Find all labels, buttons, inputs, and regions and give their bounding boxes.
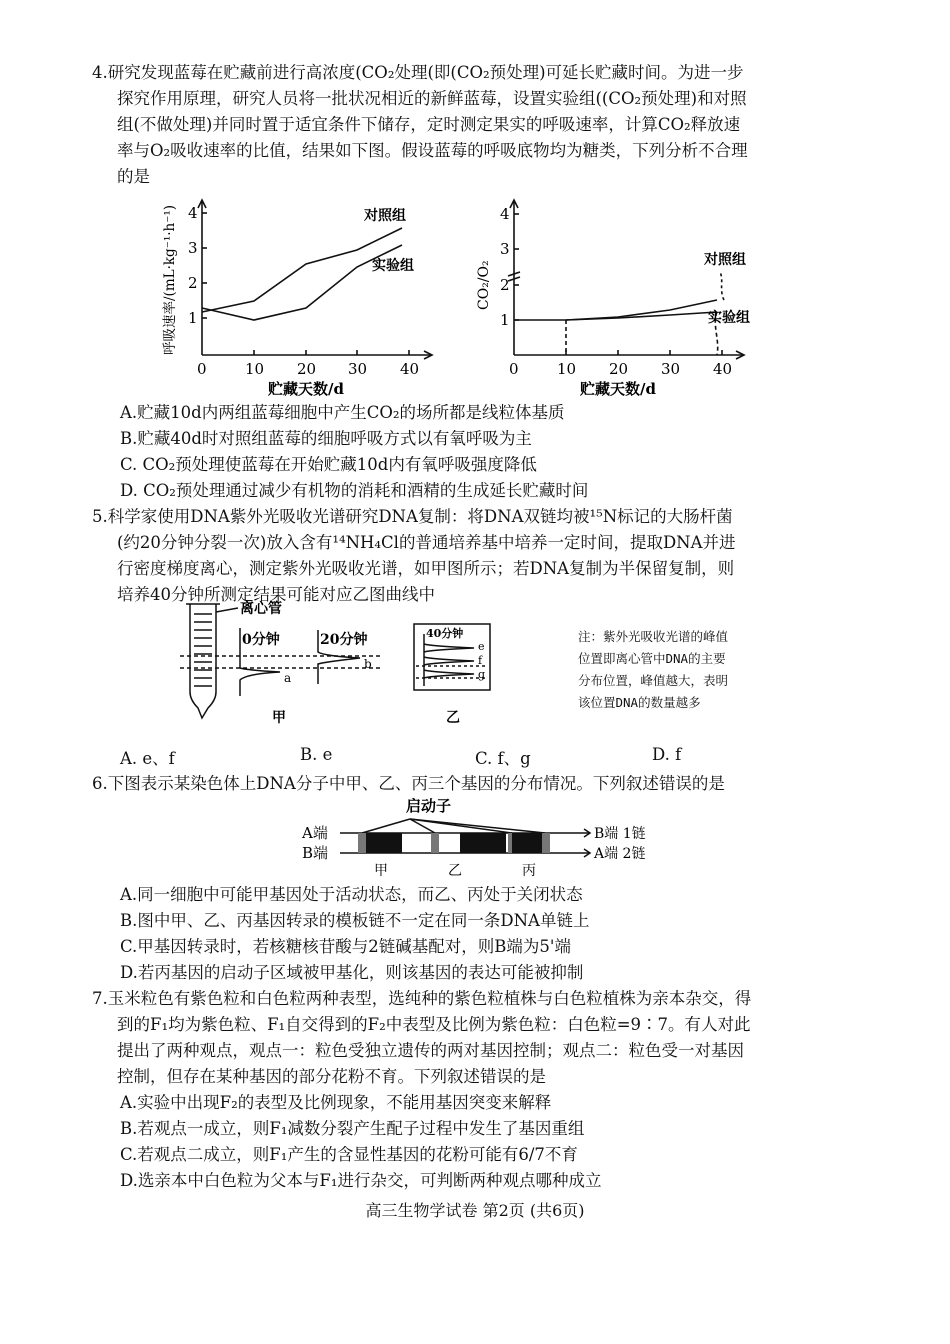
x-tick-40: 40 [713,360,733,378]
label-promoter: 启动子 [406,797,452,815]
legend-experiment: 实验组 [372,258,414,274]
y-tick-2: 2 [500,276,510,294]
gene-bing-block [512,833,542,853]
note-line-1: 注：紫外光吸收光谱的峰值 [578,629,729,644]
y-tick-3: 3 [188,239,198,257]
gene-jia-block [366,833,402,853]
label-yi: 乙 [446,710,460,726]
x-tick-20: 20 [297,360,317,378]
q5-option-b[interactable]: B. e [300,745,333,764]
q7-line-3: 提出了两种观点，观点一：粒色受独立遗传的两对基因控制；观点二：粒色受一对基因 [117,1041,744,1060]
y-axis-label: CO₂/O₂ [476,260,492,310]
label-gene-jia: 甲 [374,863,388,879]
y-tick-1: 1 [500,311,510,329]
q5-option-c[interactable]: C. f、g [475,749,531,768]
q5-note [578,626,728,714]
q4-line-2: 探究作用原理，研究人员将一批状况相近的新鲜蓝莓，设置实验组((CO₂预处理)和对照 [117,89,747,108]
q7-option-a[interactable]: A.实验中出现F₂的表型及比例现象，不能用基因突变来解释 [120,1093,552,1112]
gene-yi-block [460,833,506,853]
q4-figure-respiration-rate [150,190,450,400]
q5-line-3: 行密度梯度离心，测定紫外光吸收光谱，如甲图所示；若DNA复制为半保留复制，则 [117,559,735,578]
q7-option-d[interactable]: D.选亲本中白色粒为父本与F₁进行杂交，可判断两种观点哪种成立 [120,1171,602,1190]
question-5-stem [92,504,862,608]
label-b: b [364,657,372,671]
curve-g [424,670,474,678]
q4-option-d[interactable]: D. CO₂预处理通过减少有机物的消耗和酒精的生成延长贮藏时间 [120,481,589,500]
q4-line-1: 4.研究发现蓝莓在贮藏前进行高浓度(CO₂处理(即(CO₂预处理)可延长贮藏时间。为进一步 [92,63,744,82]
q4-option-a[interactable]: A.贮藏10d内两组蓝莓细胞中产生CO₂的场所都是线粒体基质 [120,403,565,422]
label-40min: 40分钟 [426,627,464,640]
q4-figure-co2-o2-ratio [462,190,762,400]
note-line-4: 该位置DNA的数量越多 [578,695,701,710]
x-tick-10: 10 [557,360,577,378]
page-footer: 高三生物学试卷 第2页 (共6页) [365,1201,585,1220]
q7-option-c[interactable]: C.若观点二成立，则F₁产生的含显性基因的花粉可能有6/7不育 [120,1145,578,1164]
label-gene-bing: 丙 [522,863,536,879]
q5-option-d[interactable]: D. f [652,745,682,764]
legend-control: 对照组 [364,208,406,224]
label-f: f [478,654,483,667]
centrifuge-tube [190,604,216,718]
y-axis-label: 呼吸速率/(mL·kg⁻¹·h⁻¹) [162,204,178,355]
q6-option-a[interactable]: A.同一细胞中可能甲基因处于活动状态，而乙、丙处于关闭状态 [120,885,583,904]
experiment-group-line [514,312,717,320]
x-axis-label: 贮藏天数/d [580,380,656,398]
x-tick-0: 0 [509,360,519,378]
q7-line-1: 7.玉米粒色有紫色粒和白色粒两种表型，选纯种的紫色粒植株与白色粒植株为亲本杂交，得 [92,989,752,1008]
label-centrifuge-tube: 离心管 [240,601,282,617]
q5-option-a[interactable]: A. e、f [120,749,175,768]
x-tick-40: 40 [400,360,420,378]
question-4-stem [92,60,862,190]
q4-option-b[interactable]: B.贮藏40d时对照组蓝莓的细胞呼吸方式以有氧呼吸为主 [120,429,532,448]
label-e: e [478,640,485,653]
q5-line-1: 5.科学家使用DNA紫外光吸收光谱研究DNA复制：将DNA双链均被¹⁵N标记的大肠杆菌 [92,507,733,526]
note-line-3: 分布位置，峰值越大，表明 [578,673,729,688]
q4-option-c[interactable]: C. CO₂预处理使蓝莓在开始贮藏10d内有氧呼吸强度降低 [120,455,537,474]
label-a: a [284,671,292,685]
label-20min: 20分钟 [320,632,368,648]
q6-option-b[interactable]: B.图中甲、乙、丙基因转录的模板链不一定在同一条DNA单链上 [120,911,590,930]
y-tick-1: 1 [188,309,198,327]
note-line-2: 位置即离心管中DNA的主要 [578,651,726,666]
x-axis-label: 贮藏天数/d [268,380,344,398]
curve-e [424,644,474,652]
q5-figure-yi [410,620,510,730]
y-tick-3: 3 [500,240,510,258]
x-tick-0: 0 [197,360,207,378]
q4-line-3: 组(不做处理)并同时置于适宜条件下储存，定时测定果实的呼吸速率，计算CO₂释放速 [117,115,741,134]
x-tick-10: 10 [245,360,265,378]
curve-f [424,657,474,665]
q6-figure-gene-map [300,795,660,883]
q4-line-4: 率与O₂吸收速率的比值，结果如下图。假设蓝莓的呼吸底物均为糖类，下列分析不合理 [117,141,748,160]
label-g: g [478,668,486,681]
label-left-bottom: B端 [302,844,329,862]
label-jia: 甲 [272,710,286,726]
q5-line-2: (约20分钟分裂一次)放入含有¹⁴NH₄Cl的普通培养基中培养一定时间，提取DNA并进 [117,533,736,552]
q7-option-b[interactable]: B.若观点一成立，则F₁减数分裂产生配子过程中发生了基因重组 [120,1119,585,1138]
q4-line-5: 的是 [117,167,150,186]
legend-experiment: 实验组 [708,310,750,326]
q5-line-4: 培养40分钟所测定结果可能对应乙图曲线中 [117,585,435,604]
x-tick-30: 30 [348,360,368,378]
q5-options [120,745,760,771]
y-tick-2: 2 [188,274,198,292]
question-7-stem [92,986,862,1090]
y-tick-4: 4 [188,204,198,222]
label-gene-yi: 乙 [448,863,462,879]
experiment-group-line [202,245,402,320]
y-tick-4: 4 [500,205,510,223]
q5-figure-jia [180,600,380,730]
legend-control: 对照组 [704,252,746,268]
q6-line-1: 6.下图表示某染色体上DNA分子中甲、乙、丙三个基因的分布情况。下列叙述错误的是 [92,774,725,793]
question-6-stem [92,771,862,797]
label-left-top: A端 [302,824,328,842]
q7-line-4: 控制，但存在某种基因的部分花粉不育。下列叙述错误的是 [117,1067,546,1086]
q6-option-d[interactable]: D.若丙基因的启动子区域被甲基化，则该基因的表达可能被抑制 [120,963,584,982]
q6-option-c[interactable]: C.甲基因转录时，若核糖核苷酸与2链碱基配对，则B端为5'端 [120,937,571,956]
label-0min: 0分钟 [242,632,280,648]
q7-line-2: 到的F₁均为紫色粒、F₁自交得到的F₂中表型及比例为紫色粒：白色粒=9∶7。有人对此 [117,1015,751,1034]
label-right-bottom: A端 2链 [594,846,646,862]
x-tick-30: 30 [661,360,681,378]
x-tick-20: 20 [609,360,629,378]
label-right-top: B端 1链 [594,826,646,842]
